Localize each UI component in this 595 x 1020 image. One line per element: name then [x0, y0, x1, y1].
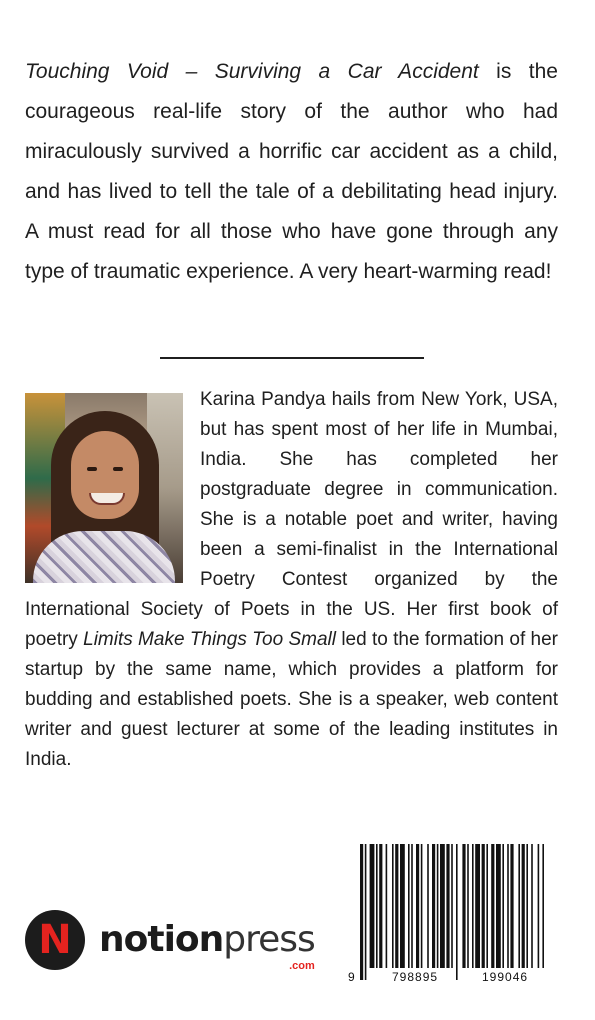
- publisher-logo: [25, 910, 315, 970]
- publisher-wordmark: [99, 919, 315, 972]
- barcode-bar: [365, 844, 367, 980]
- barcode-bar: [411, 844, 413, 968]
- publisher-domain: .com: [289, 960, 315, 972]
- author-photo: [25, 393, 183, 583]
- blurb-text: is the courageous real-life story of the author who had miraculously survived a horrific car accident as a child, and has lived to tell the tale of a debilitating head injury. A must read for all those who have gone through any type of traumatic experience. A very heart-warming read!: [25, 60, 558, 283]
- barcode-bar: [416, 844, 419, 968]
- barcode-bar: [437, 844, 439, 968]
- barcode-bar: [538, 844, 540, 968]
- isbn-barcode: [344, 836, 568, 992]
- barcode-bar: [421, 844, 423, 968]
- barcode-bar: [400, 844, 405, 968]
- author-bio: [25, 385, 558, 775]
- barcode-bar: [491, 844, 494, 968]
- barcode-bar: [462, 844, 465, 968]
- barcode-bar: [472, 844, 474, 968]
- publisher-name-bold: notion: [99, 919, 224, 960]
- barcode-bar: [379, 844, 382, 968]
- barcode-bars: [344, 836, 568, 992]
- publisher-badge-icon: [25, 910, 85, 970]
- barcode-bar: [446, 844, 449, 968]
- barcode-digits-right: 199046: [482, 970, 529, 984]
- barcode-bar: [486, 844, 488, 968]
- bio-text-after: led to the formation of her startup by the same name, which provides a platform for budding and established poets. She is a speaker, web content writer and guest lecturer at some of the leading institutes in India.: [25, 629, 558, 770]
- barcode-bar: [531, 844, 533, 968]
- publisher-name-light: press: [223, 919, 315, 960]
- barcode-bar: [408, 844, 410, 968]
- back-cover-blurb: [25, 52, 558, 292]
- badge-letter: N: [38, 917, 72, 963]
- barcode-bar: [542, 844, 544, 968]
- barcode-bar: [370, 844, 375, 968]
- barcode-bar: [482, 844, 485, 968]
- barcode-bar: [502, 844, 504, 968]
- barcode-digit-lead: 9: [348, 970, 355, 984]
- barcode-bar: [526, 844, 528, 968]
- barcode-bar: [386, 844, 388, 968]
- barcode-bar: [360, 844, 363, 980]
- barcode-bar: [432, 844, 435, 968]
- barcode-bar: [522, 844, 525, 968]
- book-title-poetry: Limits Make Things Too Small: [83, 629, 336, 650]
- barcode-bar: [456, 844, 458, 980]
- barcode-bar: [518, 844, 520, 968]
- barcode-bar: [451, 844, 453, 968]
- barcode-digits-left: 798895: [392, 970, 439, 984]
- barcode-bar: [440, 844, 445, 968]
- barcode-bar: [376, 844, 378, 968]
- section-divider: [160, 357, 424, 359]
- bio-text-before: Karina Pandya hails from New York, USA, but has spent most of her life in Mumbai, India. She has completed her postgraduate degree in communication. She is a notable poet and writer, having been a semi-finalist in the International Poetry Contest organized by the International Society of Poets in the US. Her first book of poetry: [25, 389, 558, 650]
- barcode-bar: [467, 844, 469, 968]
- barcode-bar: [496, 844, 501, 968]
- barcode-bar: [392, 844, 394, 968]
- barcode-bar: [395, 844, 398, 968]
- book-title: Touching Void – Surviving a Car Accident: [25, 60, 479, 83]
- barcode-bar: [427, 844, 429, 968]
- barcode-bar: [510, 844, 513, 968]
- barcode-bar: [507, 844, 509, 968]
- barcode-bar: [475, 844, 480, 968]
